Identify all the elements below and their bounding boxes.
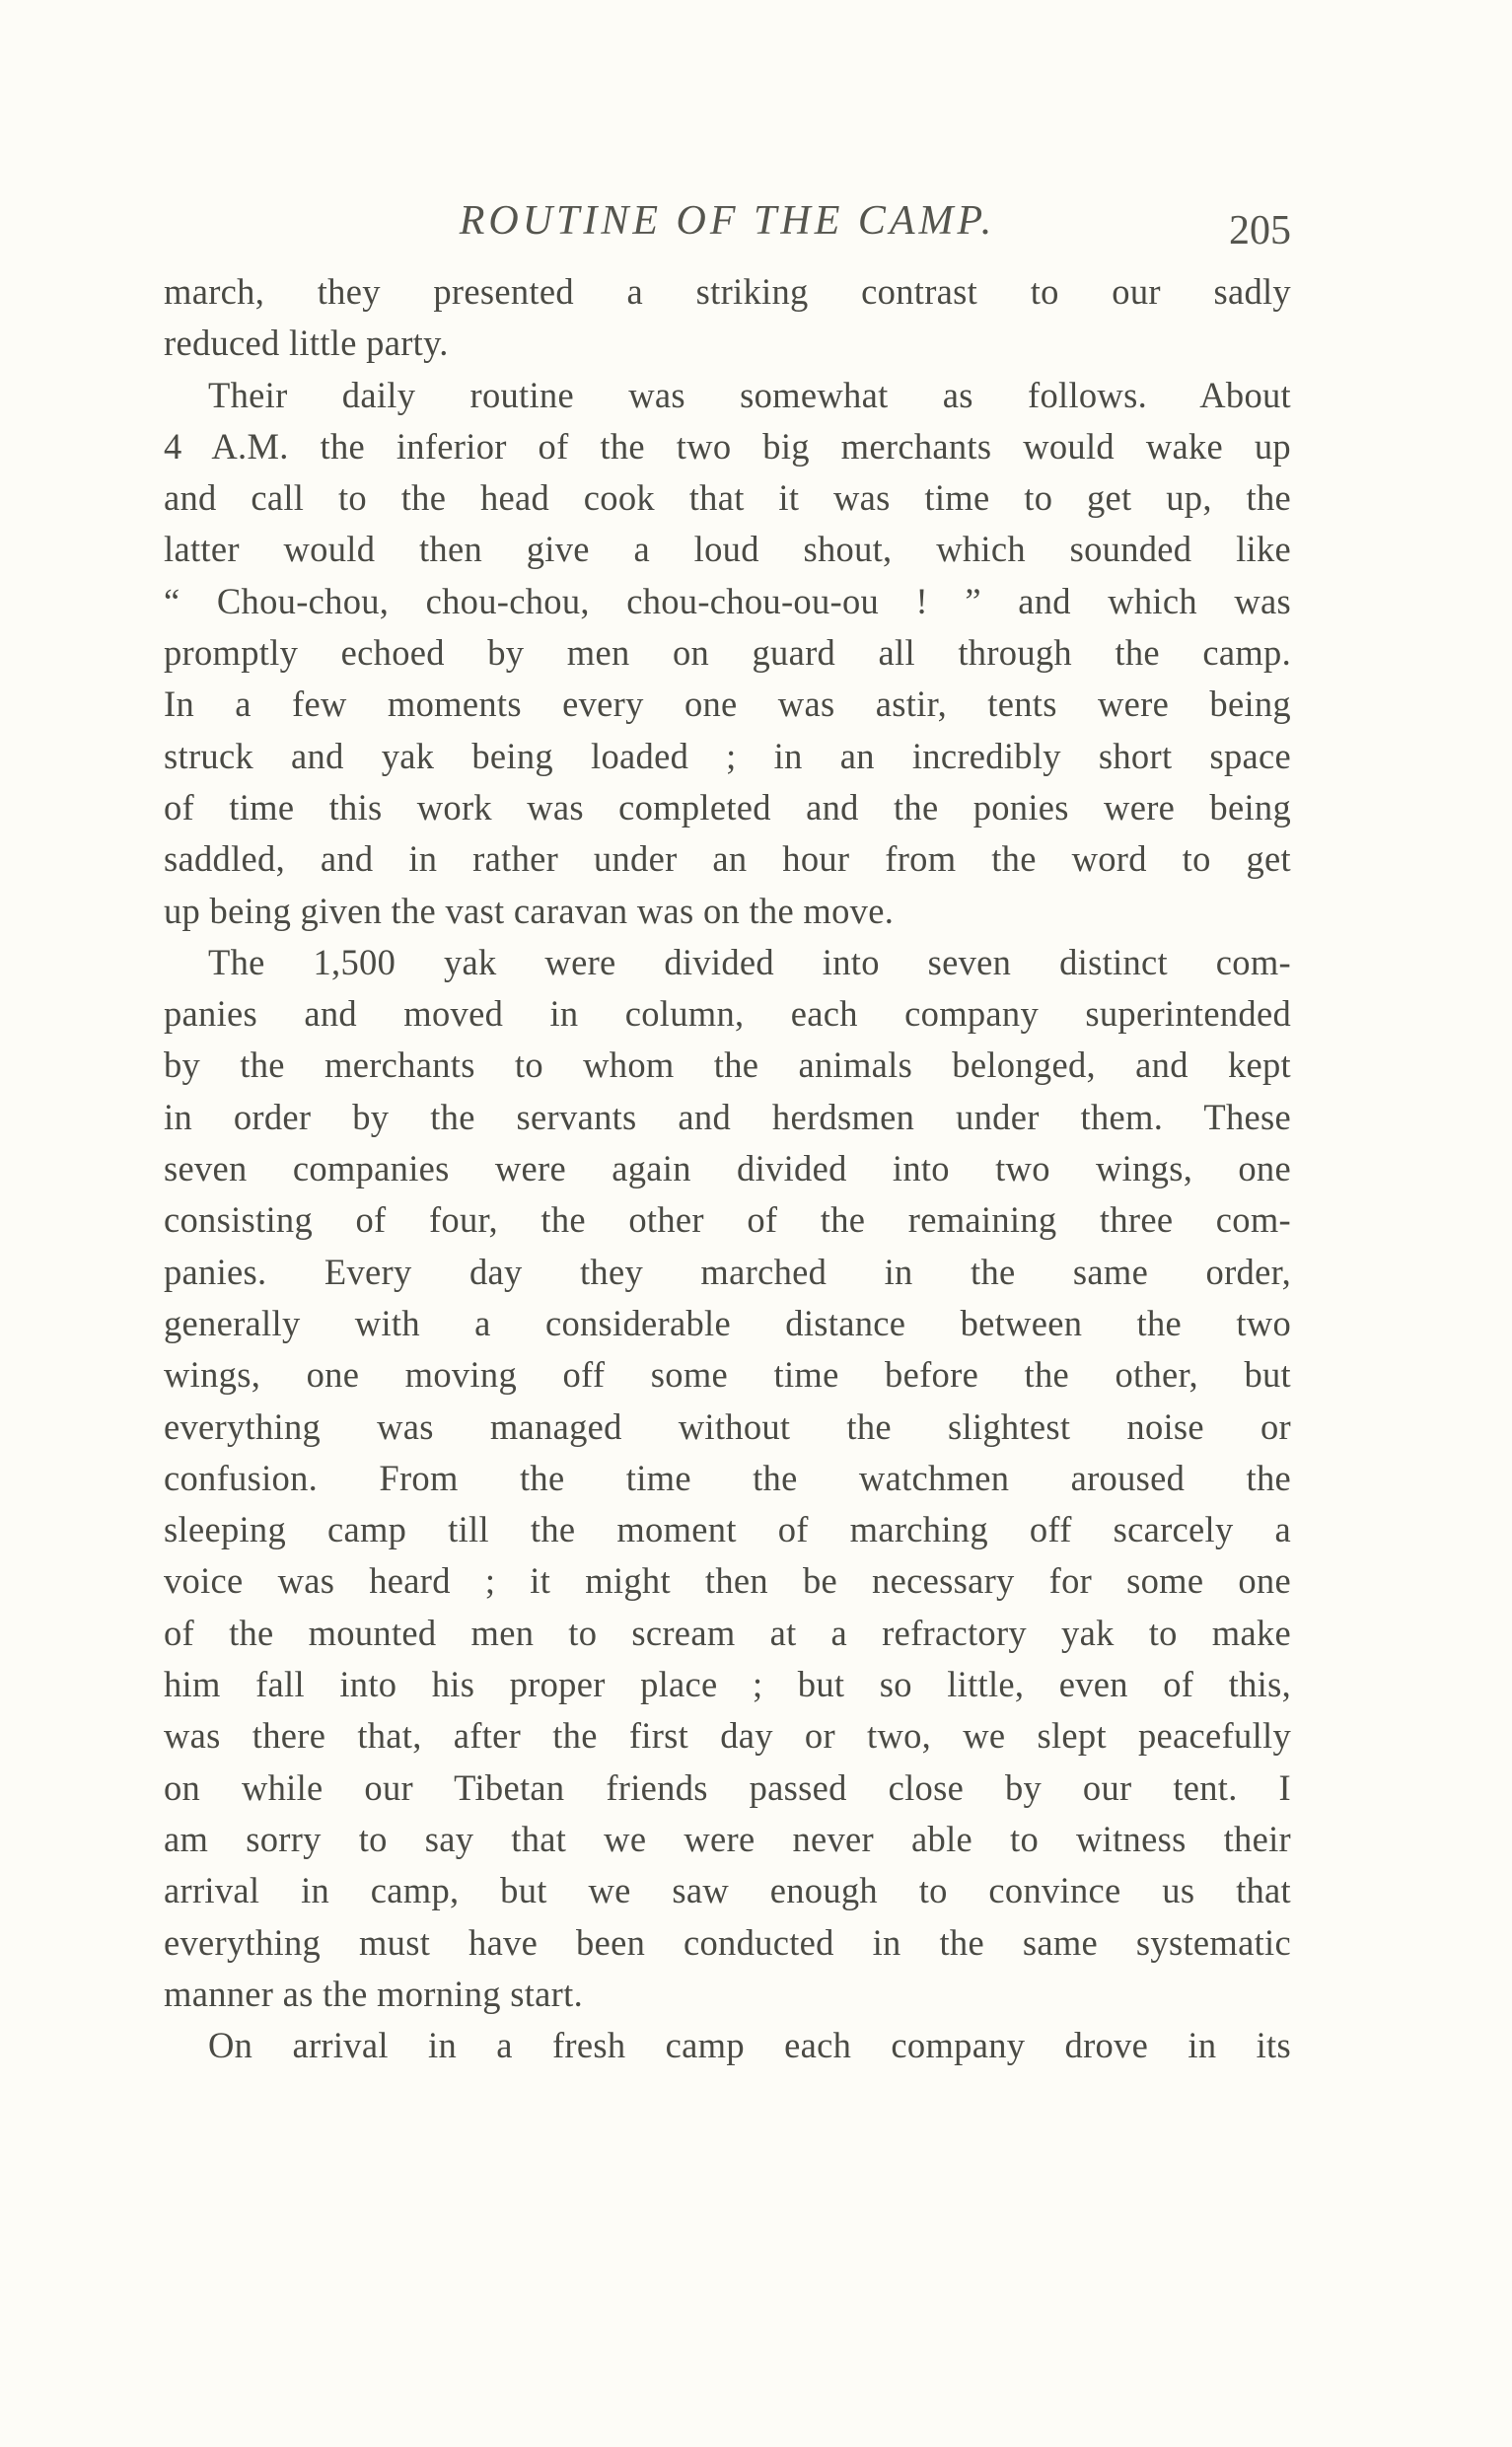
text-line: “ Chou-chou, chou-chou, chou-chou-ou-ou ! ” and which was	[164, 580, 1291, 621]
chapter-running-title: ROUTINE OF THE CAMP.	[459, 198, 996, 244]
text-line: confusion. From the time the watchmen aroused the	[164, 1457, 1291, 1498]
text-line: panies and moved in column, each company superintended	[164, 993, 1291, 1035]
running-head	[164, 197, 1291, 256]
text-line: saddled, and in rather under an hour from the word to get	[164, 838, 1291, 880]
text-line: everything must have been conducted in the same systematic	[164, 1921, 1291, 1963]
text-line: voice was heard ; it might then be necessary for some one	[164, 1560, 1291, 1602]
text-line: am sorry to say that we were never able to witness their	[164, 1818, 1291, 1859]
text-line: struck and yak being loaded ; in an incredibly short space	[164, 735, 1291, 776]
text-line: consisting of four, the other of the remaining three com-	[164, 1199, 1291, 1241]
text-line: In a few moments every one was astir, tents were being	[164, 684, 1291, 725]
text-line: of time this work was completed and the ponies were being	[164, 786, 1291, 828]
text-line: was there that, after the first day or two, we slept peacefully	[164, 1715, 1291, 1757]
text-line: of the mounted men to scream at a refractory yak to make	[164, 1612, 1291, 1653]
text-line: Their daily routine was somewhat as follows. About	[208, 374, 1291, 415]
text-line: manner as the morning start.	[164, 1973, 583, 2014]
text-line: and call to the head cook that it was time to get up, the	[164, 477, 1291, 519]
text-line: wings, one moving off some time before the other, but	[164, 1354, 1291, 1396]
text-line: arrival in camp, but we saw enough to convince us that	[164, 1870, 1291, 1911]
text-line: sleeping camp till the moment of marching off scarcely a	[164, 1509, 1291, 1550]
text-line: everything was managed without the slightest noise or	[164, 1405, 1291, 1447]
text-line: On arrival in a fresh camp each company drove in its	[208, 2025, 1291, 2066]
text-line: him fall into his proper place ; but so little, even of this,	[164, 1664, 1291, 1705]
text-line: promptly echoed by men on guard all through the camp.	[164, 632, 1291, 674]
text-line: latter would then give a loud shout, which sounded like	[164, 529, 1291, 570]
text-line: on while our Tibetan friends passed close by our tent. I	[164, 1766, 1291, 1808]
text-line: seven companies were again divided into two wings, one	[164, 1148, 1291, 1189]
text-line: panies. Every day they marched in the same order,	[164, 1251, 1291, 1292]
text-line: generally with a considerable distance between the two	[164, 1302, 1291, 1343]
text-line: up being given the vast caravan was on the move.	[164, 890, 895, 931]
body-text	[164, 266, 1291, 2071]
text-line: 4 A.M. the inferior of the two big merchants would wake up	[164, 425, 1291, 467]
text-line: by the merchants to whom the animals belonged, and kept	[164, 1044, 1291, 1086]
page-number: 205	[1229, 208, 1291, 253]
text-line: The 1,500 yak were divided into seven distinct com-	[208, 941, 1291, 982]
text-line: march, they presented a striking contrast to our sadly	[164, 271, 1291, 312]
text-line: reduced little party.	[164, 323, 449, 364]
text-line: in order by the servants and herdsmen under them. These	[164, 1096, 1291, 1137]
